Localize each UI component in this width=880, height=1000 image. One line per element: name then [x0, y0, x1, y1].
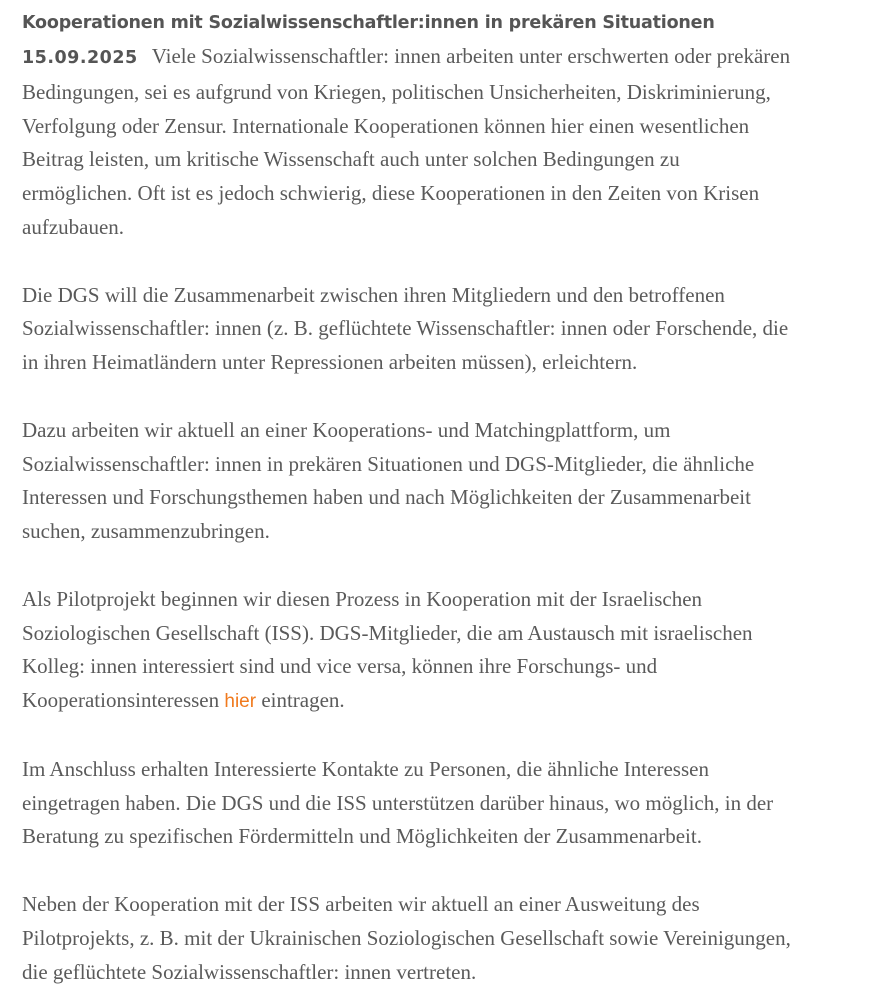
text-line: Kooperationsinteressen	[22, 688, 220, 713]
text-line: Sozialwissenschaftler: innen (z. B. geflüchtete Wissenschaftler: innen oder Forschende, die	[22, 316, 789, 341]
text-line: Neben der Kooperation mit der ISS arbeiten wir aktuell an einer Ausweitung des	[22, 891, 700, 916]
paragraph-expansion	[22, 888, 880, 989]
text-line: die geflüchtete Sozialwissenschaftler: innen vertreten.	[22, 959, 477, 984]
paragraph-pilot	[22, 583, 880, 719]
article-title: Kooperationen mit Sozialwissenschaftler:innen in prekären Situationen	[22, 13, 715, 33]
text-line: Die DGS will die Zusammenarbeit zwischen ihren Mitgliedern und den betroffenen	[22, 282, 725, 307]
text-line: Kolleg: innen interessiert sind und vice versa, können ihre Forschungs- und	[22, 654, 658, 679]
text-line: Beitrag leisten, um kritische Wissenschaft auch unter solchen Bedingungen zu	[22, 147, 680, 172]
text-line: Beratung zu spezifischen Fördermitteln und Möglichkeiten der Zusammenarbeit.	[22, 824, 702, 849]
text-line: Sozialwissenschaftler: innen in prekären Situationen und DGS-Mitglieder, die ähnliche	[22, 451, 755, 476]
paragraph-intro	[22, 40, 880, 245]
text-line: Viele Sozialwissenschaftler: innen arbeiten unter erschwerten oder prekären	[151, 44, 791, 68]
article-date: 15.09.2025	[22, 48, 138, 68]
text-line: in ihren Heimatländern unter Repressionen arbeiten müssen), erleichtern.	[22, 350, 638, 375]
text-line: Pilotprojekts, z. B. mit der Ukrainischen Soziologischen Gesellschaft sowie Vereinigungen,	[22, 925, 791, 950]
register-interests-link[interactable]: hier	[224, 691, 257, 713]
text-line: aufzubauen.	[22, 214, 125, 239]
text-line: Bedingungen, sei es aufgrund von Kriegen, politischen Unsicherheiten, Diskriminierung,	[22, 79, 771, 104]
text-line: Verfolgung oder Zensur. Internationale Kooperationen können hier einen wesentlichen	[22, 113, 750, 138]
text-line: eingetragen haben. Die DGS und die ISS unterstützen darüber hinaus, wo möglich, in der	[22, 790, 774, 815]
text-line: Dazu arbeiten wir aktuell an einer Kooperations- und Matchingplattform, um	[22, 417, 671, 442]
text-line: Als Pilotprojekt beginnen wir diesen Prozess in Kooperation mit der Israelischen	[22, 586, 703, 611]
text-line: ermöglichen. Oft ist es jedoch schwierig, diese Kooperationen in den Zeiten von Krisen	[22, 181, 760, 206]
text-line: suchen, zusammenzubringen.	[22, 519, 270, 544]
paragraph-dgs-goal	[22, 279, 880, 380]
text-line: Soziologischen Gesellschaft (ISS). DGS-Mitglieder, die am Austausch mit israelischen	[22, 620, 753, 645]
text-line: Interessen und Forschungsthemen haben und nach Möglichkeiten der Zusammenarbeit	[22, 485, 751, 510]
text-line: eintragen.	[261, 688, 345, 713]
text-line: Im Anschluss erhalten Interessierte Kontakte zu Personen, die ähnliche Interessen	[22, 756, 709, 781]
paragraph-platform	[22, 414, 880, 549]
paragraph-followup	[22, 753, 880, 854]
